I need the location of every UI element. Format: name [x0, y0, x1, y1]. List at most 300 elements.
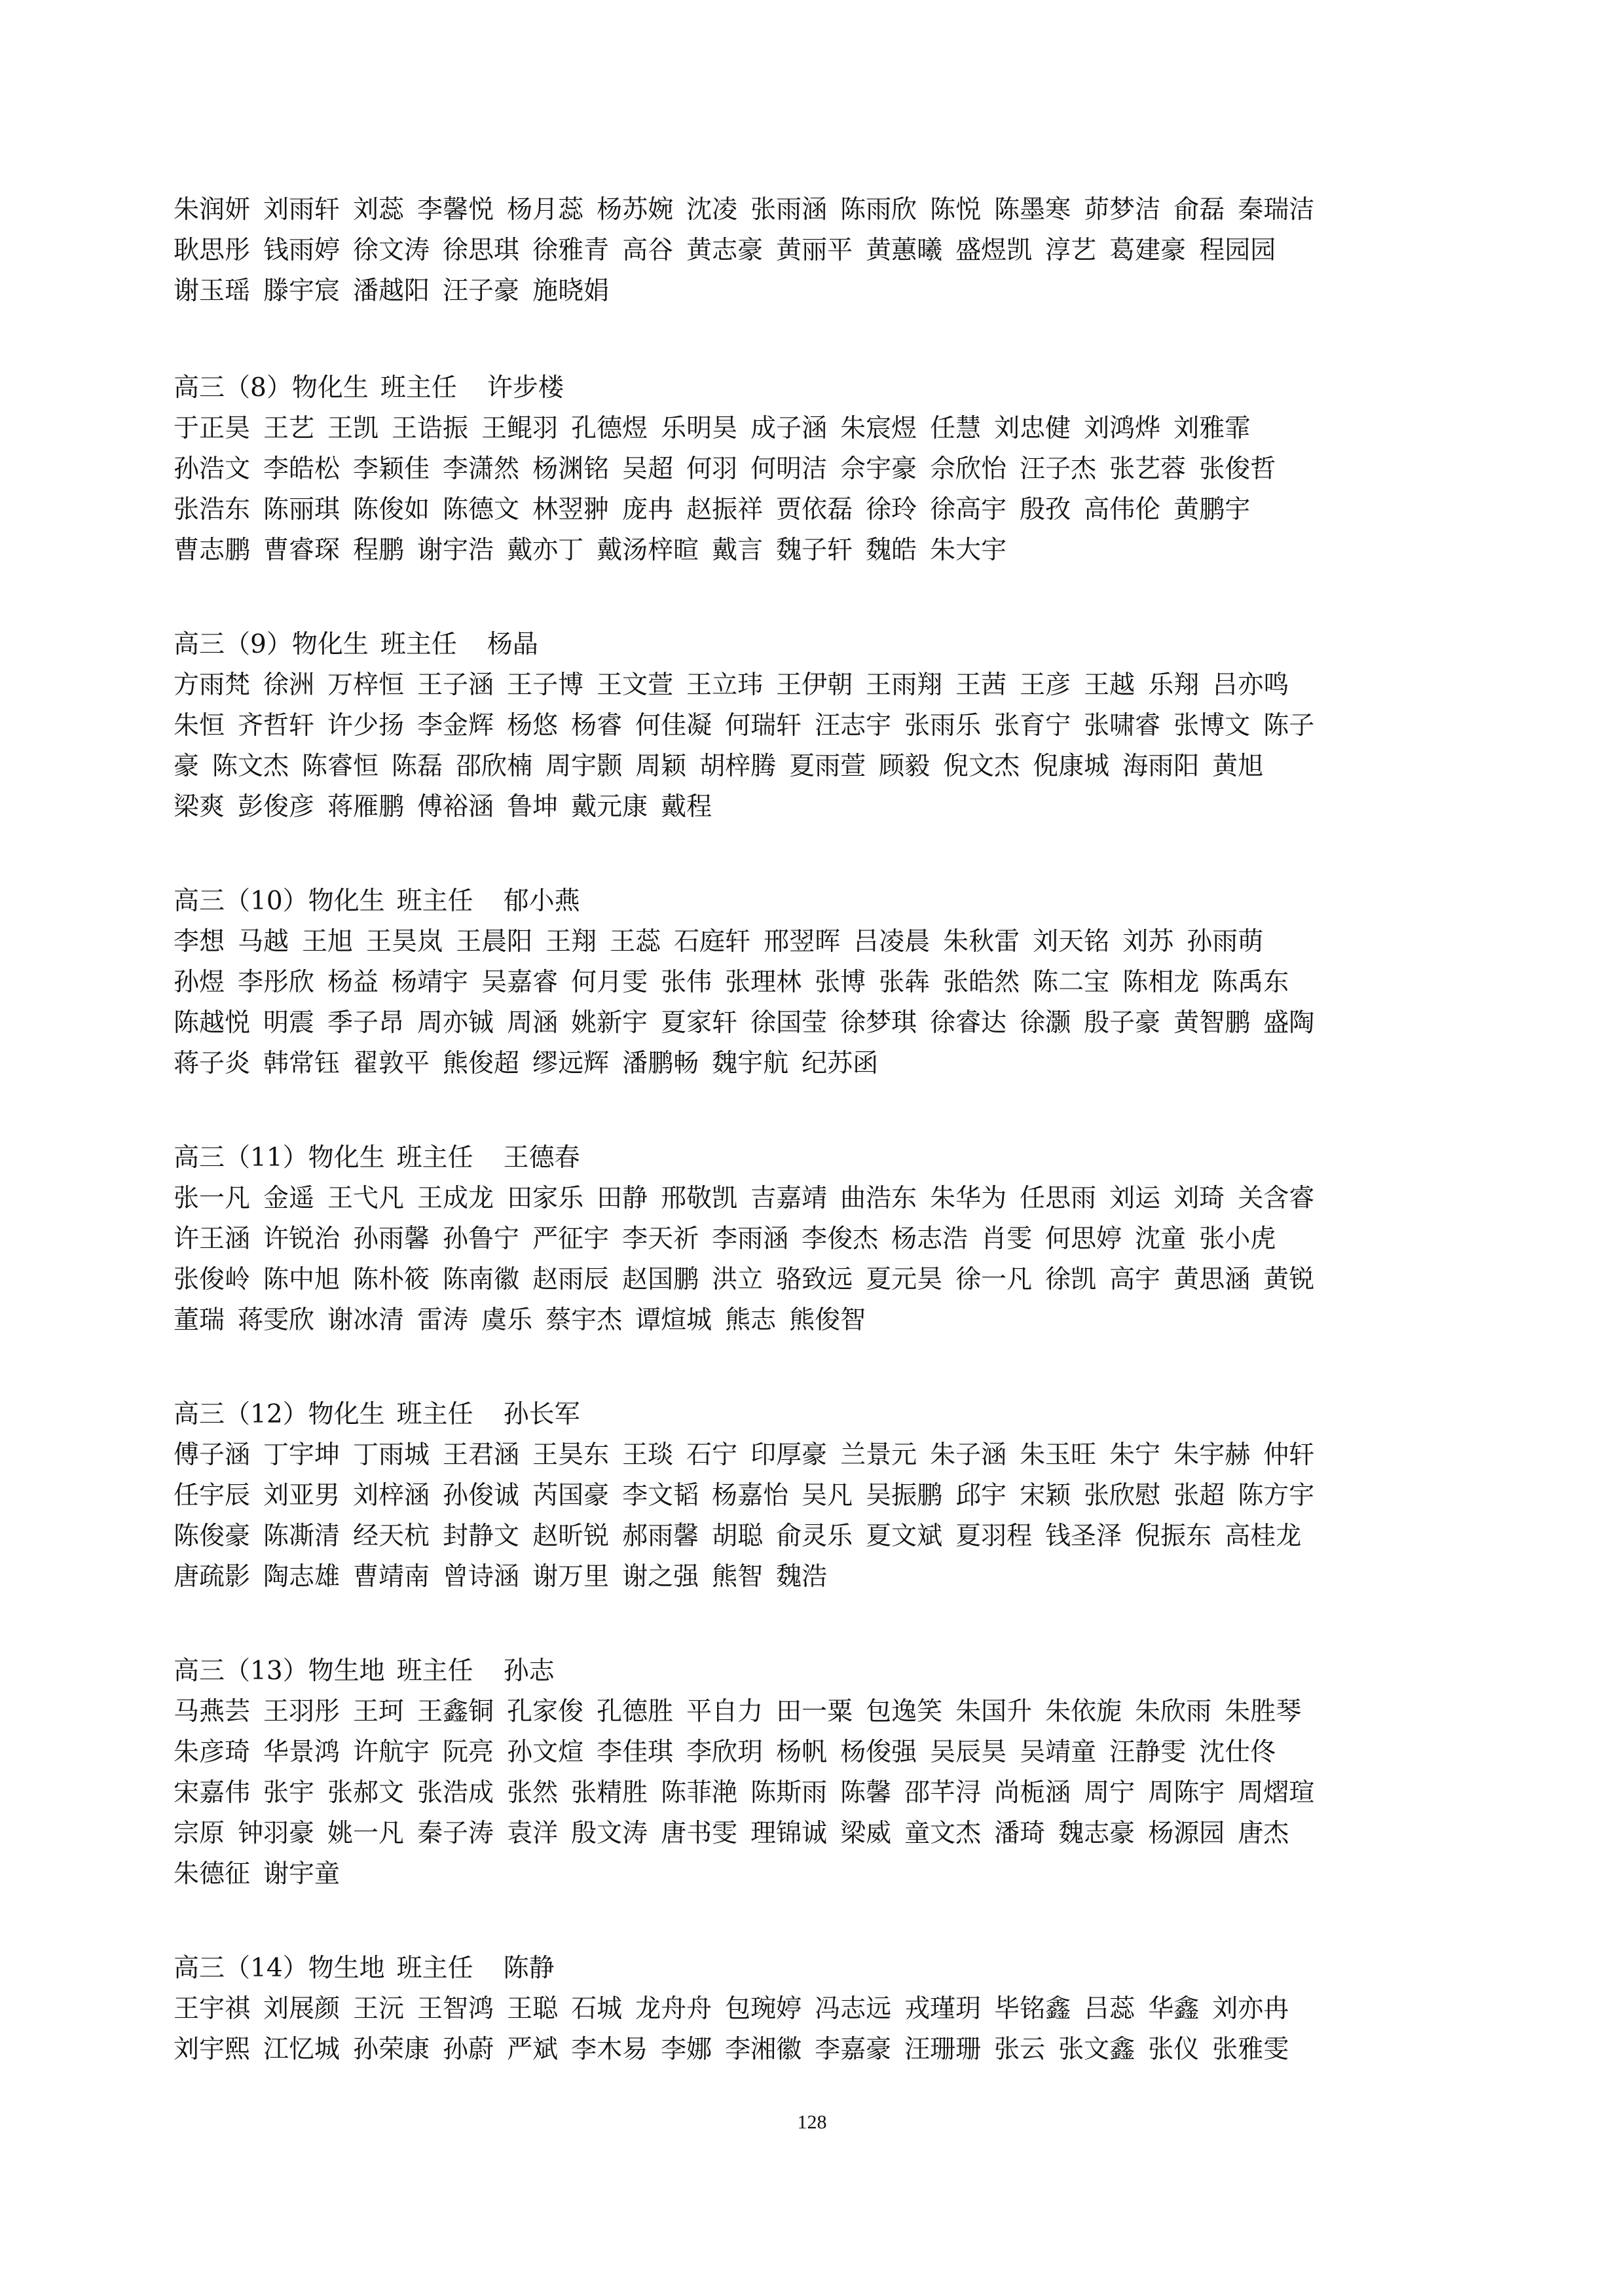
student-row: [174, 1435, 1473, 1476]
student-name: 徐灏: [1020, 1008, 1071, 1038]
student-name: 曲浩东: [840, 1184, 917, 1213]
class-name: 高三（10）: [174, 886, 308, 916]
student-name: 梁威: [840, 1819, 892, 1848]
student-name: 杨睿: [571, 711, 623, 740]
student-name: 丁宇坤: [263, 1440, 341, 1470]
class-track: 物化生: [308, 1400, 385, 1429]
student-name: 张伟: [661, 968, 712, 997]
student-name: 张雨乐: [904, 711, 982, 740]
student-name: 王羽彤: [263, 1697, 341, 1726]
student-name: 朱子涵: [930, 1440, 1007, 1470]
student-row: [174, 1003, 1473, 1044]
student-name: 王蕊: [610, 927, 661, 957]
student-name: 理锦诚: [750, 1819, 828, 1848]
student-name: 秦瑞洁: [1238, 195, 1315, 225]
class-header: [174, 368, 1473, 409]
student-name: 田家乐: [507, 1184, 584, 1213]
student-name: 戴汤梓暄: [597, 536, 699, 565]
student-name: 肖雯: [981, 1224, 1033, 1254]
student-name: 张文鑫: [1058, 2035, 1135, 2064]
student-name: 倪康城: [1033, 752, 1110, 781]
student-name: 魏志豪: [1058, 1819, 1135, 1848]
teacher-label: 班主任: [396, 1143, 473, 1173]
student-name: 朱大宇: [930, 536, 1007, 565]
student-name: 熊俊智: [789, 1305, 866, 1335]
student-name: 吴振鹏: [866, 1481, 943, 1510]
student-name: 石城: [571, 1994, 623, 2024]
student-name: 佘宇豪: [840, 454, 917, 484]
student-name: 李湘徽: [725, 2035, 802, 2064]
student-name: 洪立: [712, 1265, 764, 1294]
teacher-label: 班主任: [396, 886, 473, 916]
student-name: 任思雨: [1020, 1184, 1097, 1213]
student-name: 盛陶: [1263, 1008, 1315, 1038]
class-name: 高三（9）: [174, 630, 292, 659]
student-name: 刘忠健: [994, 414, 1071, 443]
student-name: 朱彦琦: [174, 1738, 251, 1767]
student-name: 吴嘉睿: [481, 968, 559, 997]
student-name: 李馨悦: [417, 195, 494, 225]
student-name: 潘琦: [994, 1819, 1046, 1848]
student-name: 杨益: [327, 968, 379, 997]
student-name: 梁爽: [174, 792, 225, 822]
student-list: [174, 922, 1473, 1084]
student-name: 戴元康: [571, 792, 648, 822]
student-name: 夏羽程: [955, 1522, 1033, 1551]
student-row: [174, 2030, 1473, 2070]
student-name: 丁雨城: [353, 1440, 430, 1470]
student-name: 陈子: [1263, 711, 1315, 740]
student-name: 徐国莹: [750, 1008, 828, 1038]
teacher-label: 班主任: [396, 1656, 473, 1686]
student-name: 谢万里: [532, 1562, 610, 1592]
student-name: 张浩成: [417, 1778, 494, 1808]
student-name: 刘宇熙: [174, 2035, 251, 2064]
class-track: 物生地: [308, 1656, 385, 1686]
student-name: 许锐治: [263, 1224, 341, 1254]
student-name: 方雨梵: [174, 670, 251, 700]
student-name: 宋嘉伟: [174, 1778, 251, 1808]
class-block-class-10: [174, 881, 1473, 1084]
student-name: 任慧: [930, 414, 982, 443]
student-name: 季子昂: [327, 1008, 405, 1038]
student-name: 经天杭: [353, 1522, 430, 1551]
student-name: 淳艺: [1045, 236, 1097, 265]
student-name: 赵昕锐: [532, 1522, 610, 1551]
student-name: 潘越阳: [353, 276, 430, 306]
student-name: 陈悦: [930, 195, 982, 225]
student-name: 乐翔: [1148, 670, 1200, 700]
student-name: 周宇颢: [545, 752, 623, 781]
student-name: 何佳凝: [635, 711, 712, 740]
student-name: 傅裕涵: [417, 792, 494, 822]
student-name: 汪子豪: [443, 276, 520, 306]
student-name: 徐雅青: [532, 236, 610, 265]
student-name: 周熠瑄: [1238, 1778, 1315, 1808]
student-name: 倪文杰: [943, 752, 1020, 781]
student-name: 沈凌: [686, 195, 738, 225]
student-name: 万梓恒: [327, 670, 405, 700]
student-name: 姚新宇: [571, 1008, 648, 1038]
class-block-continued: [174, 190, 1473, 312]
student-name: 陈方宇: [1238, 1481, 1315, 1510]
student-name: 刘鸿烨: [1084, 414, 1161, 443]
student-name: 黄蕙曦: [866, 236, 943, 265]
student-name: 杨月蕊: [507, 195, 584, 225]
student-name: 李天祈: [622, 1224, 699, 1254]
student-row: [174, 746, 1473, 787]
student-name: 王聪: [507, 1994, 559, 2024]
student-name: 陈越悦: [174, 1008, 251, 1038]
student-name: 熊志: [725, 1305, 777, 1335]
student-name: 魏宇航: [712, 1049, 789, 1078]
student-name: 张博: [815, 968, 866, 997]
teacher-label: 班主任: [396, 1954, 473, 1983]
student-name: 郝雨馨: [622, 1522, 699, 1551]
student-name: 陈馨: [840, 1778, 892, 1808]
student-name: 齐哲轩: [238, 711, 315, 740]
student-name: 徐思琪: [443, 236, 520, 265]
student-name: 何羽: [686, 454, 738, 484]
student-name: 孙荣康: [353, 2035, 430, 2064]
student-name: 吴辰昊: [930, 1738, 1007, 1767]
student-name: 徐洲: [263, 670, 315, 700]
student-name: 汪静雯: [1109, 1738, 1187, 1767]
student-list: [174, 190, 1473, 312]
student-name: 张俊岭: [174, 1265, 251, 1294]
student-name: 周陈宇: [1148, 1778, 1225, 1808]
student-name: 邵欣楠: [456, 752, 533, 781]
class-header: [174, 881, 1473, 922]
student-name: 孔德煜: [571, 414, 648, 443]
student-name: 李金辉: [417, 711, 494, 740]
student-name: 夏元昊: [866, 1265, 943, 1294]
student-name: 王立玮: [686, 670, 764, 700]
student-name: 朱华为: [930, 1184, 1007, 1213]
student-row: [174, 449, 1473, 490]
student-row: [174, 530, 1473, 571]
student-row: [174, 1178, 1473, 1219]
student-name: 陈俊豪: [174, 1522, 251, 1551]
student-name: 童文杰: [904, 1819, 982, 1848]
student-name: 王彦: [1020, 670, 1071, 700]
class-track: 物化生: [308, 886, 385, 916]
student-row: [174, 922, 1473, 962]
student-name: 周亦铖: [417, 1008, 494, 1038]
student-name: 蔡宇杰: [545, 1305, 623, 1335]
student-name: 张皓然: [943, 968, 1020, 997]
student-name: 孙鲁宁: [443, 1224, 520, 1254]
student-name: 龙舟舟: [635, 1994, 712, 2024]
student-name: 魏浩: [776, 1562, 828, 1592]
student-name: 杨苏婉: [597, 195, 674, 225]
student-list: [174, 409, 1473, 571]
student-name: 于正昊: [174, 414, 251, 443]
student-name: 马燕芸: [174, 1697, 251, 1726]
student-name: 海雨阳: [1122, 752, 1200, 781]
student-row: [174, 230, 1473, 271]
student-name: 张一凡: [174, 1184, 251, 1213]
student-name: 张雨涵: [750, 195, 828, 225]
student-name: 施晓娟: [532, 276, 610, 306]
student-name: 朱宇赫: [1173, 1440, 1251, 1470]
student-name: 朱胜琴: [1225, 1697, 1302, 1726]
student-name: 华鑫: [1148, 1994, 1200, 2024]
student-row: [174, 1260, 1473, 1300]
student-name: 张犇: [879, 968, 931, 997]
student-name: 傅子涵: [174, 1440, 251, 1470]
student-name: 田静: [597, 1184, 648, 1213]
student-name: 夏文斌: [866, 1522, 943, 1551]
student-name: 俞磊: [1173, 195, 1225, 225]
teacher-name: 许步楼: [487, 373, 564, 403]
student-name: 刘雅霏: [1173, 414, 1251, 443]
class-name: 高三（14）: [174, 1954, 308, 1983]
student-name: 谢宇浩: [417, 536, 494, 565]
student-name: 孙俊诚: [443, 1481, 520, 1510]
student-name: 赵雨辰: [532, 1265, 610, 1294]
student-name: 任宇辰: [174, 1481, 251, 1510]
student-name: 张艺蓉: [1109, 454, 1187, 484]
student-name: 朱宁: [1109, 1440, 1161, 1470]
student-name: 包逸笑: [866, 1697, 943, 1726]
student-name: 刘琦: [1173, 1184, 1225, 1213]
student-name: 顾毅: [879, 752, 931, 781]
student-name: 杨靖宇: [392, 968, 469, 997]
student-name: 严征宇: [532, 1224, 610, 1254]
student-name: 张博文: [1173, 711, 1251, 740]
student-name: 张云: [994, 2035, 1046, 2064]
student-list: [174, 1178, 1473, 1341]
student-name: 曹志鹏: [174, 536, 251, 565]
student-name: 陈磊: [392, 752, 443, 781]
student-name: 周颖: [635, 752, 687, 781]
student-name: 钱圣泽: [1045, 1522, 1122, 1551]
student-name: 唐疏影: [174, 1562, 251, 1592]
student-row: [174, 1516, 1473, 1557]
student-list: [174, 1435, 1473, 1597]
student-name: 徐凯: [1045, 1265, 1097, 1294]
student-name: 刘苏: [1122, 927, 1174, 957]
class-header: [174, 1651, 1473, 1692]
student-name: 朱秋雷: [943, 927, 1020, 957]
student-name: 陈睿恒: [302, 752, 379, 781]
student-name: 杨渊铭: [532, 454, 610, 484]
student-name: 俞灵乐: [776, 1522, 853, 1551]
student-name: 黄鹏宇: [1173, 495, 1251, 524]
student-name: 庞冉: [622, 495, 674, 524]
class-block-class-12: [174, 1394, 1473, 1597]
student-name: 王艺: [263, 414, 315, 443]
teacher-name: 王德春: [503, 1143, 580, 1173]
student-name: 冯志远: [815, 1994, 892, 2024]
student-name: 李颖佳: [353, 454, 430, 484]
student-name: 陈斯雨: [750, 1778, 828, 1808]
student-name: 高桂龙: [1225, 1522, 1302, 1551]
student-name: 徐高宇: [930, 495, 1007, 524]
student-name: 汪志宇: [815, 711, 892, 740]
student-name: 李潇然: [443, 454, 520, 484]
student-name: 王智鸿: [417, 1994, 494, 2024]
teacher-label: 班主任: [380, 630, 457, 659]
student-name: 田一粟: [776, 1697, 853, 1726]
student-name: 殷孜: [1020, 495, 1071, 524]
student-name: 李欣玥: [686, 1738, 764, 1767]
student-name: 张理林: [725, 968, 802, 997]
student-name: 程鹏: [353, 536, 405, 565]
student-name: 吴靖童: [1020, 1738, 1097, 1767]
student-name: 王凯: [327, 414, 379, 443]
student-row: [174, 1476, 1473, 1516]
student-name: 胡梓腾: [699, 752, 777, 781]
student-name: 陈二宝: [1033, 968, 1110, 997]
student-name: 陈禹东: [1212, 968, 1289, 997]
student-row: [174, 1692, 1473, 1732]
student-name: 夏雨萱: [789, 752, 866, 781]
student-name: 刘天铭: [1033, 927, 1110, 957]
student-name: 王翔: [545, 927, 597, 957]
student-name: 茆梦洁: [1084, 195, 1161, 225]
roster-content: [174, 190, 1473, 2124]
student-name: 蒋雁鹏: [327, 792, 405, 822]
student-name: 姚一凡: [327, 1819, 405, 1848]
student-name: 芮国豪: [532, 1481, 610, 1510]
student-row: [174, 1773, 1473, 1813]
student-name: 朱宸煜: [840, 414, 917, 443]
student-name: 孙文煊: [507, 1738, 584, 1767]
student-name: 明震: [263, 1008, 315, 1038]
student-name: 王成龙: [417, 1184, 494, 1213]
student-name: 缪远辉: [532, 1049, 610, 1078]
student-name: 邢翌晖: [764, 927, 841, 957]
student-name: 魏皓: [866, 536, 917, 565]
student-name: 杨嘉怡: [712, 1481, 789, 1510]
student-name: 王子博: [507, 670, 584, 700]
class-track: 物化生: [291, 630, 369, 659]
student-name: 王茜: [955, 670, 1007, 700]
class-block-class-11: [174, 1138, 1473, 1341]
teacher-name: 郁小燕: [503, 886, 580, 916]
student-name: 陈凘清: [263, 1522, 341, 1551]
student-name: 唐书雯: [661, 1819, 738, 1848]
student-name: 黄丽平: [776, 236, 853, 265]
student-name: 朱欣雨: [1135, 1697, 1212, 1726]
student-name: 熊俊超: [443, 1049, 520, 1078]
student-name: 周宁: [1084, 1778, 1135, 1808]
student-name: 殷文涛: [571, 1819, 648, 1848]
student-row: [174, 271, 1473, 312]
student-name: 钱雨婷: [263, 236, 341, 265]
student-name: 孙蔚: [443, 2035, 494, 2064]
student-name: 谢冰清: [327, 1305, 405, 1335]
student-name: 吕凌晨: [853, 927, 931, 957]
student-row: [174, 1219, 1473, 1260]
student-name: 平自力: [686, 1697, 764, 1726]
student-row: [174, 1044, 1473, 1084]
student-name: 潘鹏畅: [622, 1049, 699, 1078]
student-name: 印厚豪: [750, 1440, 828, 1470]
student-name: 严斌: [507, 2035, 559, 2064]
student-name: 谭煊城: [635, 1305, 712, 1335]
student-name: 孔家俊: [507, 1697, 584, 1726]
student-name: 李文韬: [622, 1481, 699, 1510]
student-name: 李雨涵: [712, 1224, 789, 1254]
class-block-class-13: [174, 1651, 1473, 1895]
student-name: 李娜: [661, 2035, 712, 2064]
student-name: 杨帆: [776, 1738, 828, 1767]
student-name: 黄智鹏: [1173, 1008, 1251, 1038]
student-name: 石庭轩: [674, 927, 751, 957]
student-name: 刘亚男: [263, 1481, 341, 1510]
student-name: 石宁: [686, 1440, 738, 1470]
student-row: [174, 787, 1473, 828]
student-row: [174, 1854, 1473, 1895]
student-name: 戴言: [712, 536, 764, 565]
student-name: 何思婷: [1045, 1224, 1122, 1254]
student-name: 孔德胜: [597, 1697, 674, 1726]
student-name: 林翌翀: [532, 495, 610, 524]
student-name: 刘亦冉: [1212, 1994, 1289, 2024]
student-name: 张小虎: [1199, 1224, 1276, 1254]
teacher-name: 孙长军: [503, 1400, 580, 1429]
student-name: 李俊杰: [802, 1224, 879, 1254]
student-name: 张郝文: [327, 1778, 405, 1808]
student-name: 葛建豪: [1109, 236, 1187, 265]
teacher-name: 陈静: [503, 1954, 555, 1983]
student-name: 谢宇童: [263, 1859, 341, 1889]
student-name: 马越: [238, 927, 289, 957]
student-name: 董瑞: [174, 1305, 225, 1335]
student-name: 刘蕊: [353, 195, 405, 225]
page-number: 128: [797, 2111, 827, 2133]
student-name: 刘雨轩: [263, 195, 341, 225]
student-name: 沈童: [1135, 1224, 1187, 1254]
student-name: 何明洁: [750, 454, 828, 484]
student-name: 刘展颜: [263, 1994, 341, 2024]
student-name: 虞乐: [481, 1305, 533, 1335]
student-name: 王琰: [622, 1440, 674, 1470]
student-name: 王晨阳: [456, 927, 533, 957]
student-name: 黄志豪: [686, 236, 764, 265]
student-name: 王昊东: [532, 1440, 610, 1470]
student-name: 朱玉旺: [1020, 1440, 1097, 1470]
student-name: 王子涵: [417, 670, 494, 700]
student-name: 吴超: [622, 454, 674, 484]
student-name: 黄思涵: [1173, 1265, 1251, 1294]
student-name: 张浩东: [174, 495, 251, 524]
student-name: 邱宇: [955, 1481, 1007, 1510]
student-name: 陈朴筱: [353, 1265, 430, 1294]
student-name: 许航宇: [353, 1738, 430, 1767]
student-row: [174, 409, 1473, 449]
student-name: 王弋凡: [327, 1184, 405, 1213]
student-name: 汪珊珊: [904, 2035, 982, 2064]
student-name: 张俊哲: [1199, 454, 1276, 484]
student-name: 李佳琪: [597, 1738, 674, 1767]
class-track: 物化生: [308, 1143, 385, 1173]
teacher-label: 班主任: [396, 1400, 473, 1429]
student-name: 盛煜凯: [955, 236, 1033, 265]
student-name: 陈俊如: [353, 495, 430, 524]
student-name: 张啸睿: [1084, 711, 1161, 740]
student-name: 彭俊彦: [238, 792, 315, 822]
student-name: 豪: [174, 752, 200, 781]
student-name: 曾诗涵: [443, 1562, 520, 1592]
teacher-name: 孙志: [503, 1656, 555, 1686]
student-name: 王雨翔: [866, 670, 943, 700]
class-name: 高三（8）: [174, 373, 292, 403]
class-header: [174, 1394, 1473, 1435]
